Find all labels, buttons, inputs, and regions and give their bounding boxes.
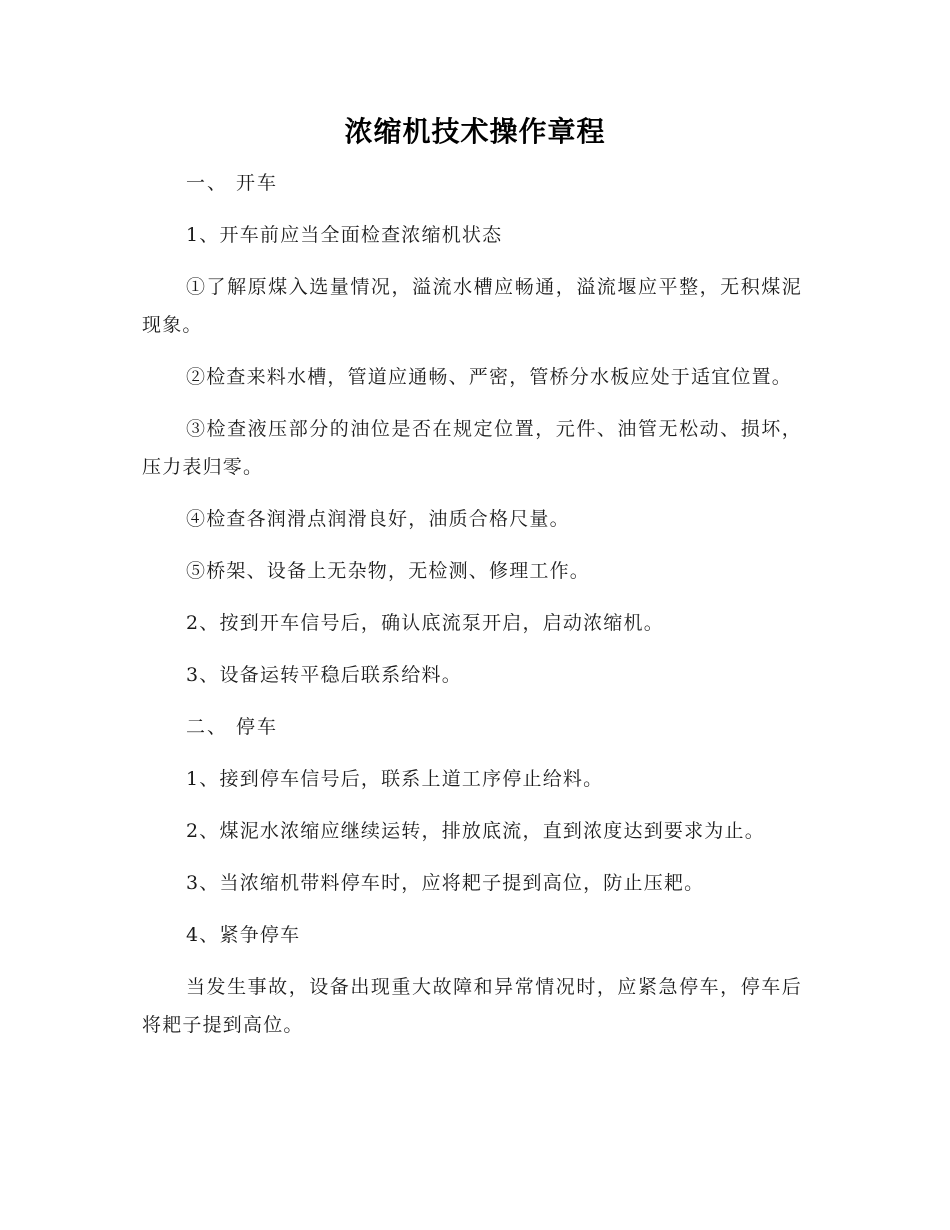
paragraph-check-item-3: ③检查液压部分的油位是否在规定位置，元件、油管无松动、损坏，压力表归零。 (142, 418, 802, 478)
section-heading-stop: 二、 停车 (186, 716, 279, 738)
paragraph-stop-signal: 1、接到停车信号后，联系上道工序停止给料。 (186, 768, 604, 790)
paragraph-emergency-body: 当发生事故，设备出现重大故障和异常情况时，应紧急停车，停车后将耙子提到高位。 (142, 976, 802, 1036)
paragraph-check-item-5: ⑤桥架、设备上无杂物，无检测、修理工作。 (186, 560, 591, 582)
paragraph-start-feed: 3、设备运转平稳后联系给料。 (186, 664, 462, 686)
paragraph-check-item-1: ①了解原煤入选量情况，溢流水槽应畅通，溢流堰应平整，无积煤泥现象。 (142, 276, 802, 336)
section-heading-start: 一、 开车 (186, 172, 279, 194)
paragraph-stop-loaded: 3、当浓缩机带料停车时，应将耙子提到高位，防止压耙。 (186, 872, 705, 894)
paragraph-start-signal: 2、按到开车信号后，确认底流泵开启，启动浓缩机。 (186, 612, 664, 634)
document-body (142, 164, 802, 1058)
paragraph-emergency-heading: 4、紧争停车 (186, 924, 301, 946)
paragraph-start-check: 1、开车前应当全面检查浓缩机状态 (186, 224, 503, 246)
paragraph-stop-continue: 2、煤泥水浓缩应继续运转，排放底流，直到浓度达到要求为止。 (186, 820, 765, 842)
paragraph-check-item-4: ④检查各润滑点润滑良好，油质合格尺量。 (186, 508, 570, 530)
document-title: 浓缩机技术操作章程 (344, 115, 606, 148)
paragraph-check-item-2: ②检查来料水槽，管道应通畅、严密，管桥分水板应处于适宜位置。 (186, 366, 793, 388)
